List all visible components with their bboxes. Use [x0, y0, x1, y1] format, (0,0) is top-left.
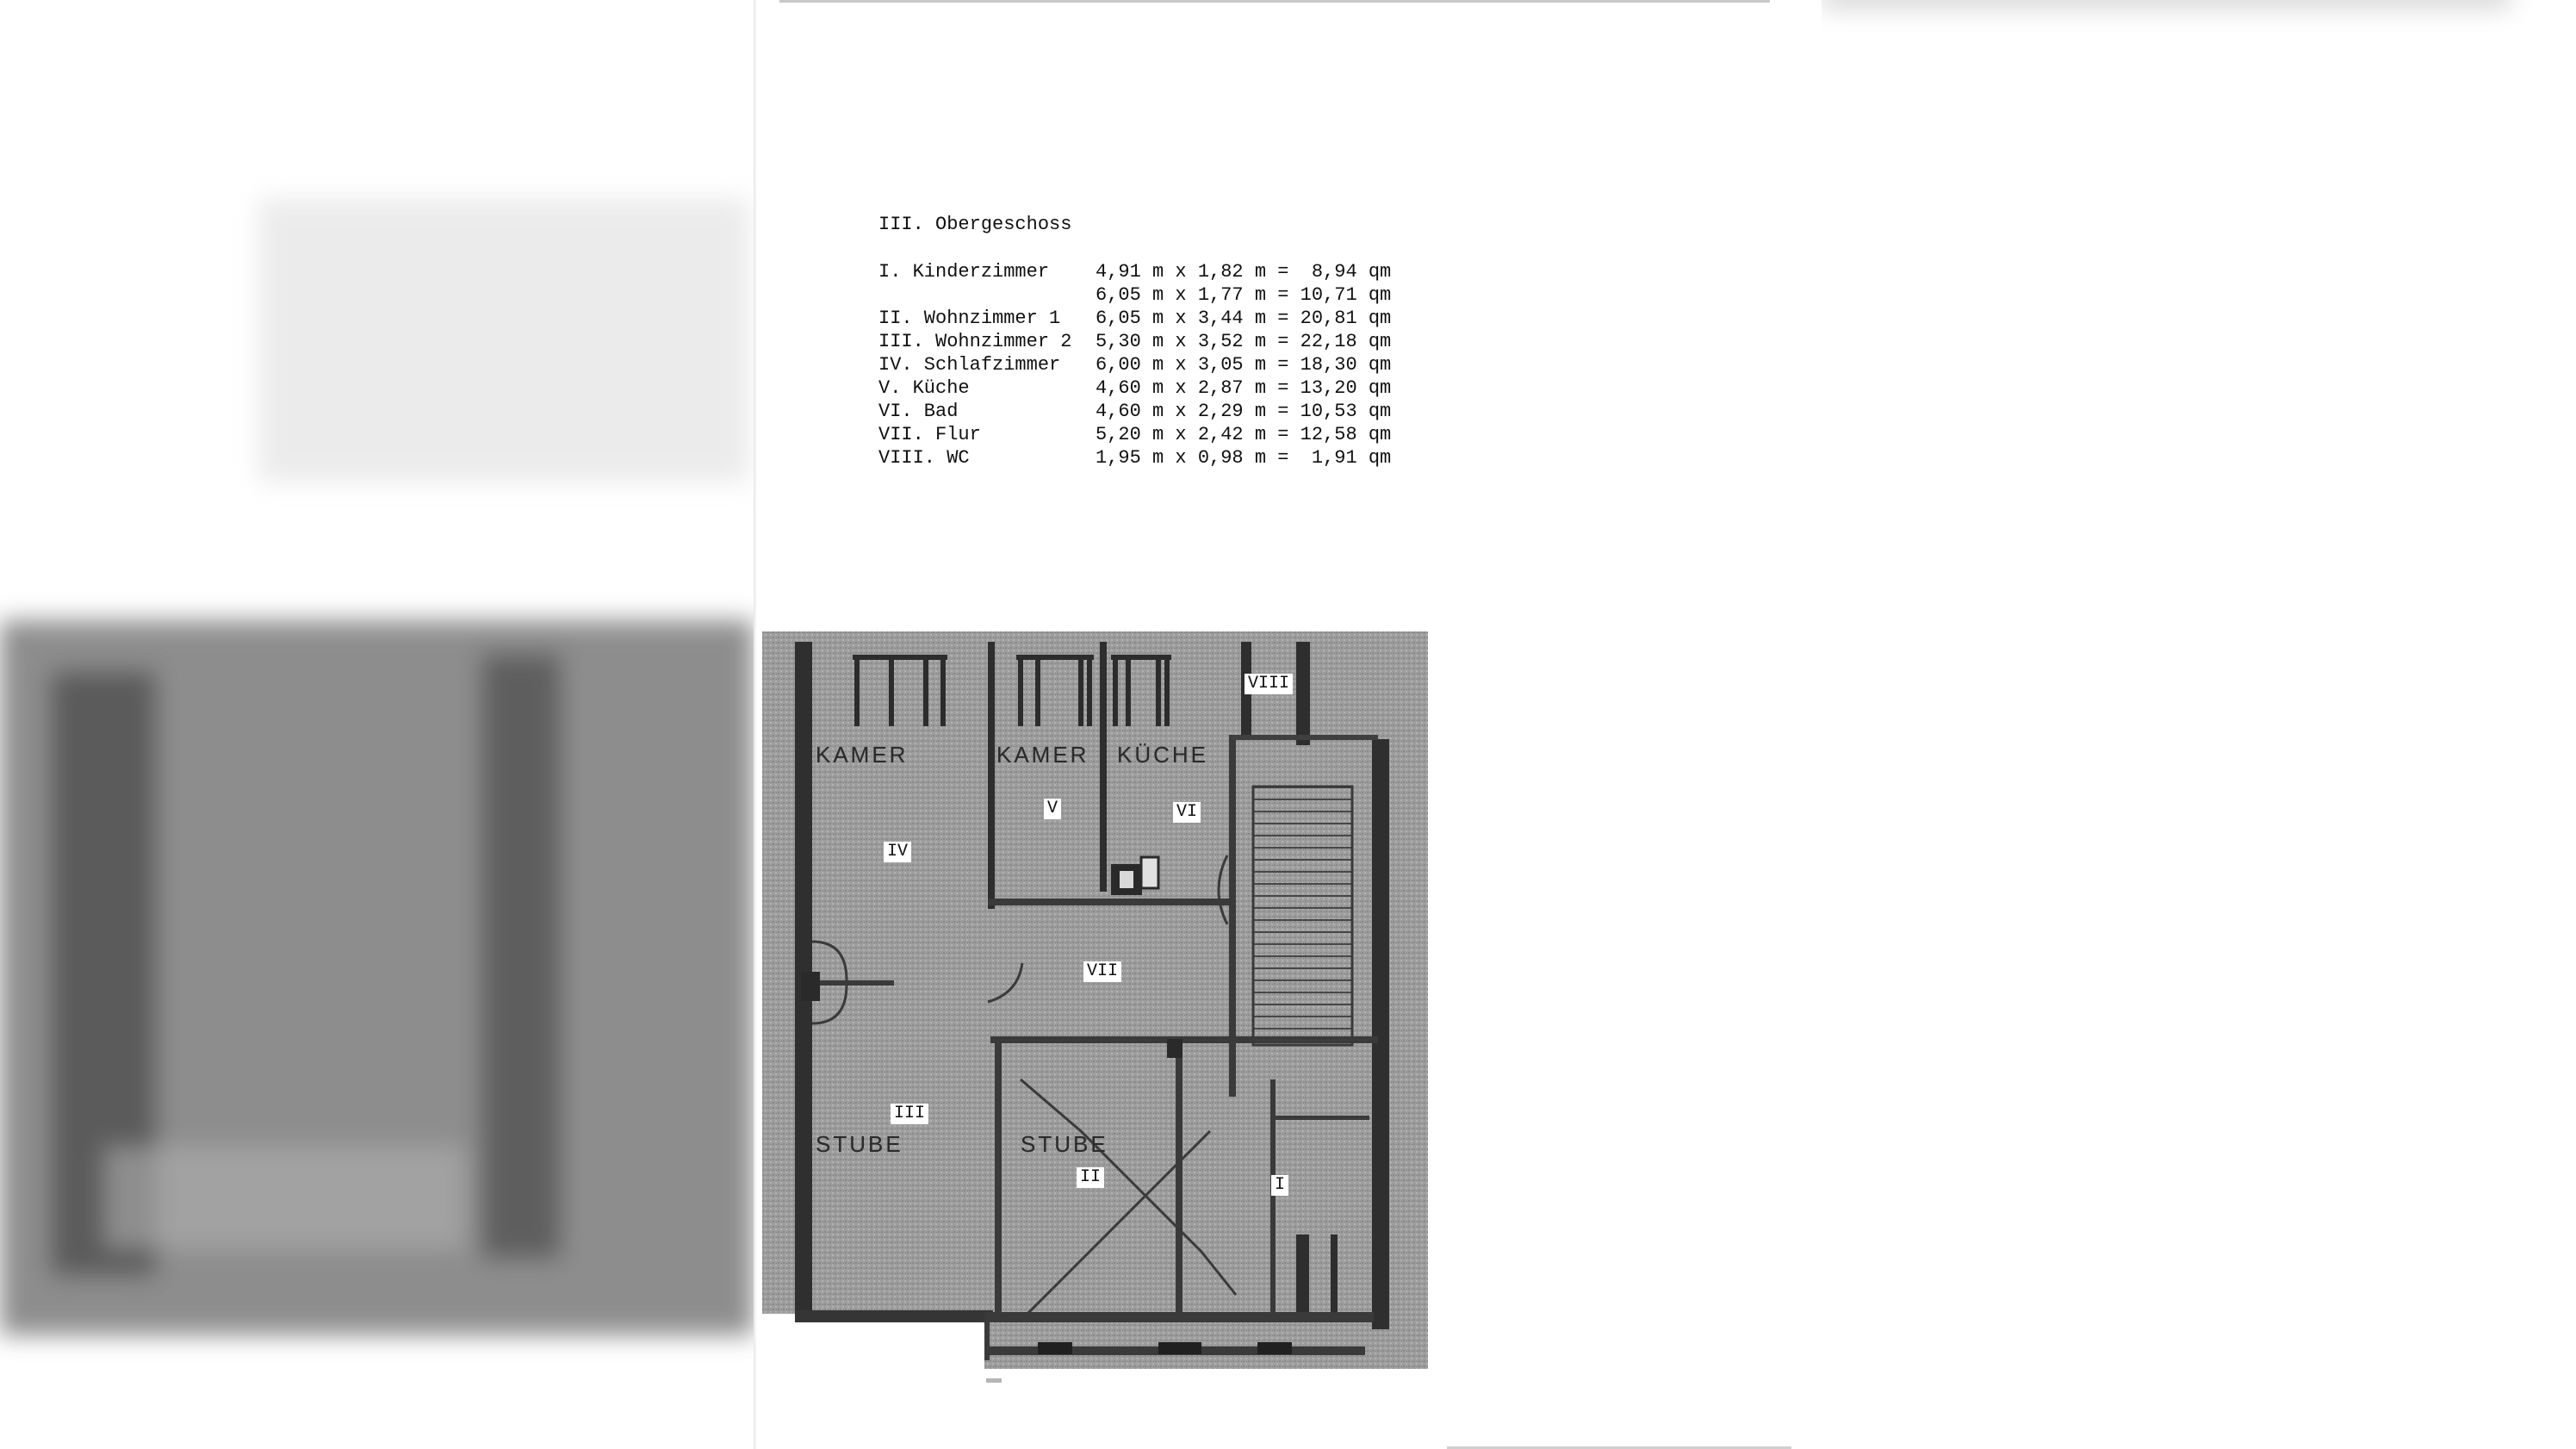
room-area-row: [878, 353, 1391, 376]
room-label-kueche: V: [1044, 799, 1061, 819]
room-label-wc: VIII: [1245, 674, 1293, 694]
room-area-calculation: 5,20 m x 2,42 m = 12,58 qm: [1096, 424, 1392, 445]
room-label-schlafzimmer: IV: [884, 842, 911, 862]
room-name: III. Wohnzimmer 2: [878, 331, 1072, 352]
handwritten-label-kueche: KÜCHE: [1117, 742, 1209, 768]
room-area-row: [878, 307, 1391, 330]
room-area-calculation: 4,60 m x 2,29 m = 10,53 qm: [1096, 401, 1392, 422]
floor-heading: III. Obergeschoss: [878, 214, 1072, 235]
room-area-row: [878, 446, 1391, 470]
document-page: [754, 0, 1822, 1449]
room-name: IV. Schlafzimmer: [878, 354, 1061, 376]
room-area-table: [878, 260, 1391, 470]
room-area-row: [878, 423, 1391, 446]
room-name: [878, 283, 1096, 307]
handwritten-label-kammer-1: KAMER: [816, 742, 909, 768]
room-area-calculation: 6,05 m x 1,77 m = 10,71 qm: [1096, 284, 1392, 306]
room-area-row: [878, 330, 1391, 353]
room-label-wohnzimmer-1: II: [1077, 1167, 1104, 1188]
room-label-kinderzimmer: I: [1271, 1175, 1288, 1196]
room-label-wohnzimmer-2: III: [891, 1104, 928, 1124]
room-area-row: [878, 400, 1391, 423]
scan-line-top: [779, 0, 1770, 3]
blurred-background-right: [1822, 0, 2576, 1449]
handwritten-label-kammer-2: KAMER: [996, 742, 1089, 768]
room-area-row: [878, 260, 1391, 283]
room-area-calculation: 6,00 m x 3,05 m = 18,30 qm: [1096, 354, 1392, 376]
room-name: VIII. WC: [878, 447, 970, 469]
room-name: I. Kinderzimmer: [878, 261, 1050, 283]
room-label-bad: VI: [1173, 802, 1201, 823]
handwritten-label-stube-2: STUBE: [1021, 1131, 1108, 1157]
room-area-calculation: 1,95 m x 0,98 m = 1,91 qm: [1096, 447, 1392, 469]
handwritten-label-stube-1: STUBE: [816, 1131, 903, 1157]
room-area-row: [878, 283, 1391, 307]
room-area-calculation: 5,30 m x 3,52 m = 22,18 qm: [1096, 331, 1392, 352]
floor-plan: [762, 631, 1428, 1369]
room-name: VI. Bad: [878, 401, 959, 422]
room-area-row: [878, 376, 1391, 400]
room-area-calculation: 4,91 m x 1,82 m = 8,94 qm: [1096, 261, 1392, 283]
blurred-background-left: [0, 0, 754, 1449]
page-edge: [754, 0, 757, 1449]
room-name: V. Küche: [878, 377, 970, 399]
room-name: II. Wohnzimmer 1: [878, 308, 1061, 329]
room-area-calculation: 4,60 m x 2,87 m = 13,20 qm: [1096, 377, 1392, 399]
room-label-flur: VII: [1083, 961, 1121, 982]
room-name: VII. Flur: [878, 424, 981, 445]
room-area-calculation: 6,05 m x 3,44 m = 20,81 qm: [1096, 308, 1392, 329]
scan-speck: [986, 1378, 1002, 1383]
